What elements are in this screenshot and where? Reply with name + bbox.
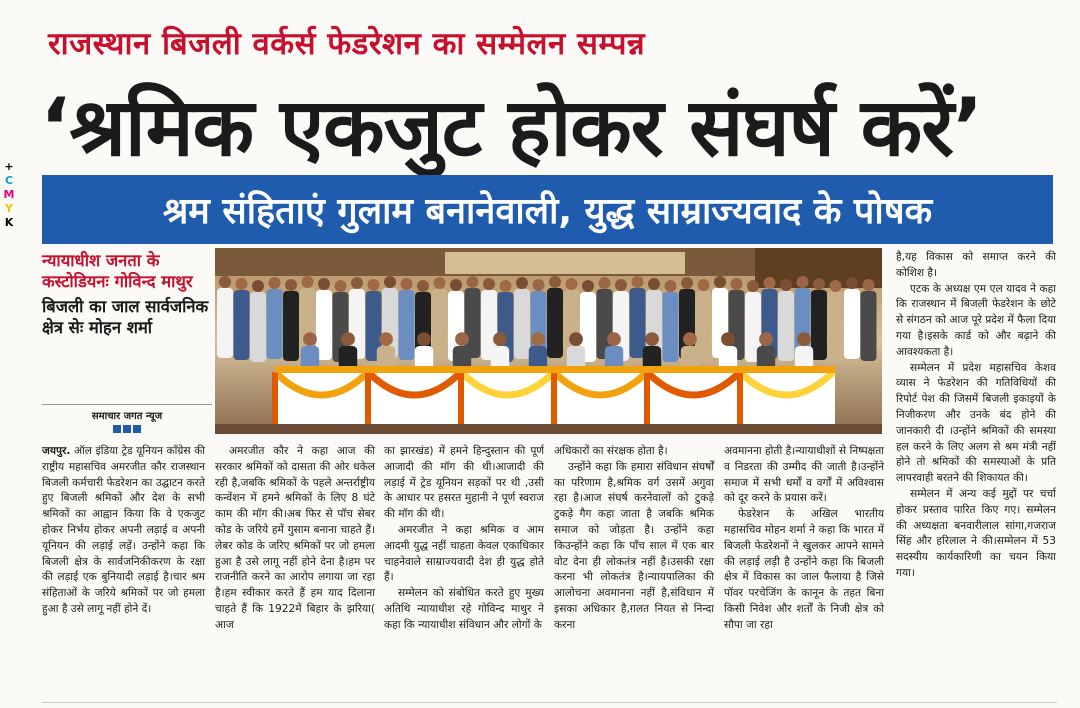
column-5-para-a: अवमानना होती है।न्यायाधीशों से निष्पक्षता व निडरता की उम्मीद की जाती है।उन्होंने समाज में सभी धर्मों व वर्गों में अविश्वास को दूर करने के प्रयास करें। bbox=[724, 445, 884, 505]
column-4-para-b: उन्होंने कहा कि हमारा संविधान संघर्षों का परिणाम है,श्रमिक वर्ग उसमें अगुवा रहा है।आज संघर्ष करनेवालों को टुकड़े टुकड़े गैग कहा जाता है जबकि श्रमिक समाज को जोड़ता है। उन्होंने कहा किउन्होंने कहा कि पाँच साल में एक बार वोट देना ही लोकतंत्र नहीं है।उसकी रक्षा करना भी लोकतंत्र है।न्यायपालिका की आलोचना अवमानना नहीं है,संविधान में इसका अधिकार है,ग़लत नियत से निन्दा करना bbox=[554, 460, 714, 631]
person-body bbox=[399, 290, 415, 360]
person-head bbox=[285, 279, 297, 291]
person-body bbox=[283, 291, 299, 361]
person-head bbox=[569, 332, 583, 346]
column-3-para-b: अमरजीत ने कहा श्रमिक व आम आदमी युद्ध नहीं चाहता केवल एकाधिकार चाहनेवाले साम्राज्यवादी देश ही युद्ध होते हैं। bbox=[384, 523, 544, 584]
person-head bbox=[731, 278, 743, 290]
person-head bbox=[582, 280, 594, 292]
cmyk-plus: + bbox=[4, 160, 14, 173]
person-head bbox=[813, 278, 825, 290]
side-quotes bbox=[42, 250, 212, 338]
person-head bbox=[434, 277, 446, 289]
column-6-para-b: एटक के अध्यक्ष एम एल यादव ने कहा कि राजस्थान में बिजली फेडरेशन के छोटे से संगठन को आज पूरे प्रदेश में फैला दिया गया है।इसके कार्ड को और बढ़ाने की आवश्यकता है। bbox=[896, 282, 1056, 358]
person-head bbox=[797, 332, 811, 346]
person-head bbox=[797, 276, 809, 288]
person-body bbox=[663, 292, 679, 362]
person-body bbox=[234, 290, 250, 360]
person-head bbox=[368, 279, 380, 291]
cmyk-k: K bbox=[4, 216, 14, 229]
person-head bbox=[318, 278, 330, 290]
main-headline: ‘श्रमिक एकजुट होकर संघर्ष करें’ bbox=[40, 81, 983, 174]
person-head bbox=[533, 279, 545, 291]
person-head bbox=[747, 280, 759, 292]
cmyk-c: C bbox=[4, 174, 14, 187]
article-column-5 bbox=[724, 444, 884, 634]
person-head bbox=[830, 280, 842, 292]
person-head bbox=[721, 332, 735, 346]
person-head bbox=[302, 276, 314, 288]
person-head bbox=[714, 276, 726, 288]
bottom-rule bbox=[42, 702, 1057, 703]
person-head bbox=[681, 277, 693, 289]
cmyk-registration-marks bbox=[2, 160, 16, 230]
person-body bbox=[861, 291, 877, 361]
byline-dots bbox=[112, 425, 142, 436]
person-head bbox=[698, 279, 710, 291]
byline bbox=[42, 404, 212, 436]
person-head bbox=[351, 277, 363, 289]
person-head bbox=[401, 278, 413, 290]
garland-top bbox=[275, 366, 835, 373]
person-body bbox=[432, 289, 448, 359]
person-head bbox=[450, 279, 462, 291]
person-head bbox=[379, 332, 393, 346]
person-head bbox=[269, 277, 281, 289]
person-head bbox=[252, 280, 264, 292]
person-head bbox=[531, 332, 545, 346]
person-head bbox=[645, 332, 659, 346]
person-head bbox=[607, 332, 621, 346]
person-head bbox=[764, 277, 776, 289]
kicker-headline: राजस्थान बिजली वर्कर्स फेडरेशन का सम्मेलन सम्पन्न bbox=[48, 26, 646, 62]
column-6-para-a: है,यह विकास को समाप्त करने की कोशिश है। bbox=[896, 251, 1056, 279]
person-head bbox=[236, 278, 248, 290]
person-head bbox=[759, 332, 773, 346]
person-head bbox=[846, 277, 858, 289]
person-body bbox=[217, 288, 233, 358]
person-head bbox=[341, 332, 355, 346]
cmyk-m: M bbox=[3, 188, 15, 201]
person-head bbox=[219, 276, 231, 288]
person-head bbox=[483, 278, 495, 290]
person-body bbox=[828, 292, 844, 362]
dateline: जयपुर. bbox=[42, 445, 71, 457]
column-2-text: अमरजीत कौर ने कहा आज की सरकार श्रमिकों को दासता की ओर धकेल रही है,जबकि श्रमिकों के पहले अन्तर्राष्ट्रीय कन्वेंशन में हमने श्रमिकों के लिए 8 घंटे काम की मॉग की।अब फिर से पॉच सेबर कोड के जरिये हमें गुसाम बनाना चाहते हैं।लेबर कोड के जरिए श्रमिकों पर जो हमला हुआ है उसे लागू नहीं होने देना है।हम पर राजनीति करने का आरोप लगाया जा रहा है।हम स्वीकार करते हैं हम याद दिलाना चाहते हैं कि 1922में बिहार के झरिया( आज bbox=[215, 445, 375, 631]
article-column-6 bbox=[896, 250, 1056, 582]
article-column-4 bbox=[554, 444, 714, 634]
column-1-text: ऑल इंडिया ट्रेड यूनियन काँग्रेस की राष्ट्रीय महासचिव अमरजीत कौर राजस्थान बिजली कर्मचारी फेडरेशन का उद्घाटन करते हुए बिजली श्रमिकों और देश के सभी श्रमिकों का आह्वान किया कि वे एकजुट होकर निर्भय होकर अपनी लड़ाई व अपनी यूनियन की लड़ाई लड़ें। उन्होंने कहा कि बिजली क्षेत्र के सार्वजनिकीकरण के रक्षा की लड़ाई एक बुनियादी लड़ाई है।चार श्रम संहिताओं के जरिये श्रमिकों पर जो हमला हुआ है उसे लागू नहीं होने दें। bbox=[42, 445, 205, 615]
person-head bbox=[303, 332, 317, 346]
person-body bbox=[778, 291, 794, 361]
person-body bbox=[267, 289, 283, 359]
person-head bbox=[384, 276, 396, 288]
person-head bbox=[335, 280, 347, 292]
column-4-para-a: अधिकारों का संरक्षक होता है। bbox=[554, 445, 668, 457]
pull-quote-sharma: बिजली का जाल सार्वजनिक क्षेत्र सेः मोहन शर्मा bbox=[42, 297, 209, 337]
person-body bbox=[250, 292, 266, 362]
person-head bbox=[493, 332, 507, 346]
article-column-3 bbox=[384, 444, 544, 634]
person-head bbox=[863, 279, 875, 291]
banner-text: श्रम संहिताएं गुलाम बनानेवाली, युद्ध साम्राज्यवाद के पोषक bbox=[162, 191, 933, 232]
column-6-para-c: सम्मेलन में प्रदेश महासचिव केशव व्यास ने फेडरेशन की गतिविधियों की रिपोर्ट पेश की जिसमें बिजली इकाइयों के निजीकरण और उनके बंद होने की जानकारी दी ।उन्होंने श्रमिकों की समस्या हल करने के लिए अलग से श्रम मंत्री नहीं होने तो श्रमिकों की समस्याओं के प्रति लापरवाही बरतने की शिकायत की। bbox=[896, 361, 1056, 485]
person-head bbox=[417, 280, 429, 292]
column-3-para-c: सम्मेलन को संबोधित करते हुए मुख्य अतिथि न्यायाधीश रहे गोविन्द माथुर ने कहा कि न्यायाधीश संविधान और लोगों के bbox=[384, 587, 544, 631]
person-head bbox=[632, 276, 644, 288]
person-body bbox=[630, 288, 646, 358]
person-head bbox=[566, 278, 578, 290]
person-head bbox=[780, 279, 792, 291]
column-6-para-d: सम्मेलन में अन्य कई मुद्दों पर चर्चा होकर प्रस्ताव पारित किए गए। सम्मेलन की अध्यक्षता बनवारीलाल सांगा,गजराज सिंह और हरिलाल ने की।सम्मेलन में 53 सदस्यीय कार्यकारिणी का चयन किया गया। bbox=[896, 487, 1056, 579]
cmyk-y: Y bbox=[5, 202, 13, 215]
person-head bbox=[549, 276, 561, 288]
article-column-1 bbox=[42, 444, 205, 618]
pull-quote-mathur: न्यायाधीश जनता के कस्टोडियनः गोविन्द माथुर bbox=[42, 251, 193, 291]
person-head bbox=[467, 276, 479, 288]
person-head bbox=[455, 332, 469, 346]
person-head bbox=[516, 277, 528, 289]
person-head bbox=[417, 332, 431, 346]
person-head bbox=[665, 280, 677, 292]
subheadline-banner bbox=[42, 175, 1053, 244]
article-column-2 bbox=[215, 444, 375, 634]
conference-photo-illustration bbox=[215, 248, 882, 434]
person-body bbox=[844, 289, 860, 359]
column-3-para-a: का झारखंड) में हमने हिन्दुस्तान की पूर्ण आजादी की मॉग की थी।आजादी की लड़ाई में ट्रेड यूनियन सड़कों पर थी ,उसी के आधार पर हसरत मुहानी ने पूर्ण स्वराज की मॉग की थी। bbox=[384, 445, 544, 521]
person-head bbox=[615, 279, 627, 291]
person-body bbox=[514, 289, 530, 359]
person-body bbox=[547, 288, 563, 358]
person-head bbox=[500, 280, 512, 292]
byline-text: समाचार जगत न्यूज bbox=[91, 411, 163, 422]
person-head bbox=[683, 332, 697, 346]
conference-photo bbox=[215, 248, 882, 434]
column-5-para-b: फेडरेशन के अखिल भारतीय महासचिव मोहन शर्मा ने कहा कि भारत में बिजली फेडरेशनों ने खुलकर आपने सामने की लड़ाई लड़ी है उन्होंने कहा कि बिजली क्षेत्र में विकास का जाल फैलाया है जिसे पॉवर परचेजिंग के कानून के तहत बिना किसी निवेश और शर्तों के निजी क्षेत्र को सौपा जा रहा bbox=[724, 508, 884, 631]
person-body bbox=[811, 290, 827, 360]
person-head bbox=[648, 278, 660, 290]
person-head bbox=[599, 277, 611, 289]
